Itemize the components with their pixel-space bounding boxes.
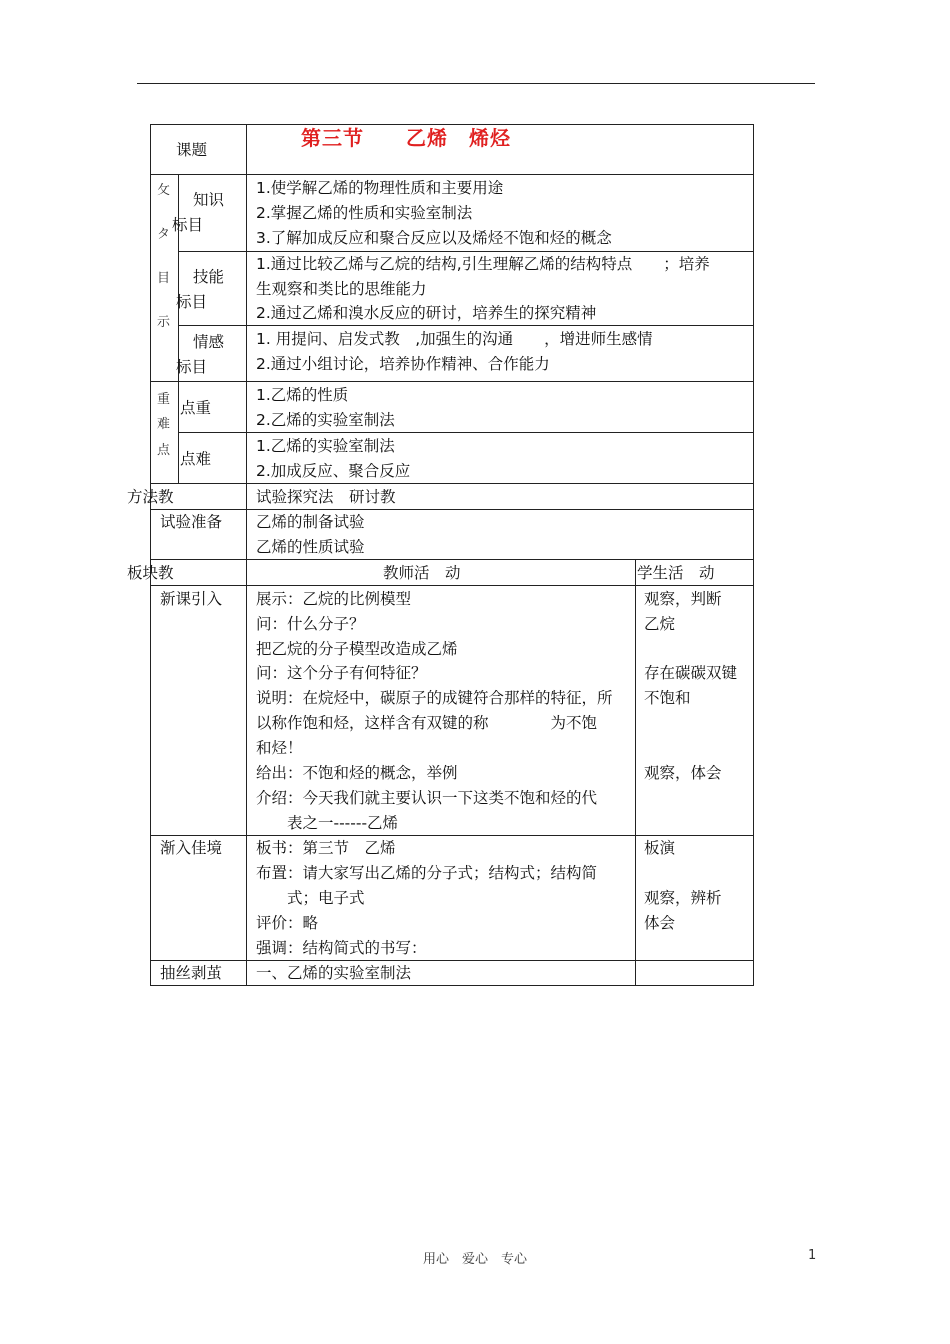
emotion-item: 2.通过小组讨论，培养协作精神、合作能力: [256, 355, 550, 373]
prep-label: 试验准备: [160, 513, 223, 531]
context-student-line: 板演: [644, 839, 676, 857]
header-rule: [137, 83, 815, 84]
intro-student-line: 存在碳碳双键: [644, 664, 738, 682]
context-teacher-line: 式；电子式: [256, 889, 365, 907]
page-number: 1: [808, 1248, 817, 1263]
intro-student-line: 不饱和: [644, 689, 691, 707]
objectives-char-4: 示: [157, 315, 171, 330]
intro-teacher-line: 和烃！: [256, 739, 303, 757]
difficult-item: 1.乙烯的实验室制法: [256, 437, 395, 455]
keypoints-char-2: 难: [157, 417, 171, 432]
intro-teacher-line: 以称作饱和烃，这样含有双键的称 为不饱: [256, 714, 598, 732]
knowledge-item: 1.使学解乙烯的物理性质和主要用途: [256, 179, 504, 197]
emotion-label-2: 标目: [176, 358, 208, 376]
intro-student-line: 乙烷: [644, 615, 676, 633]
objectives-char-3: 目: [157, 271, 171, 286]
footer-motto: 用心 爱心 专心: [422, 1252, 527, 1267]
skill-label-2: 标目: [176, 293, 208, 311]
context-student-line: 体会: [644, 914, 676, 932]
difficult-label: 点难: [180, 450, 212, 468]
keypoints-char-3: 点: [157, 443, 171, 458]
detail-label: 抽丝剥茧: [160, 964, 223, 982]
intro-student-line: 观察，判断: [644, 590, 722, 608]
intro-teacher-line: 展示：乙烷的比例模型: [256, 590, 412, 608]
intro-teacher-line: 表之一------乙烯: [256, 814, 399, 832]
skill-item: 生观察和类比的思维能力: [256, 280, 427, 298]
method-value: 试验探究法 研讨教: [256, 488, 396, 506]
prep-item: 乙烯的性质试验: [256, 538, 365, 556]
context-teacher-line: 板书：第三节 乙烯: [256, 839, 396, 857]
context-teacher-line: 强调：结构简式的书写：: [256, 939, 427, 957]
key-item: 2.乙烯的实验室制法: [256, 411, 395, 429]
page-title: 第三节 乙烯 烯烃: [301, 126, 511, 150]
intro-teacher-line: 介绍：今天我们就主要认识一下这类不饱和烃的代: [256, 789, 598, 807]
intro-teacher-line: 问：什么分子？: [256, 615, 365, 633]
context-label: 渐入佳境: [160, 839, 223, 857]
objectives-char-1: 攵: [157, 183, 171, 198]
knowledge-item: 2.掌握乙烯的性质和实验室制法: [256, 204, 473, 222]
prep-item: 乙烯的制备试验: [256, 513, 365, 531]
detail-teacher-line: 一、乙烯的实验室制法: [256, 964, 412, 982]
context-teacher-line: 布置：请大家写出乙烯的分子式；结构式；结构简: [256, 864, 598, 882]
context-student-line: 观察，辨析: [644, 889, 722, 907]
intro-teacher-line: 问：这个分子有何特征？: [256, 664, 427, 682]
student-header: 学生活 动: [637, 564, 715, 582]
teacher-header: 教师活 动: [383, 564, 461, 582]
intro-teacher-line: 把乙烷的分子模型改造成乙烯: [256, 640, 458, 658]
knowledge-label-2: 标目: [172, 216, 204, 234]
knowledge-item: 3.了解加成反应和聚合反应以及烯烃不饱和烃的概念: [256, 229, 612, 247]
skill-item: 2.通过乙烯和溴水反应的研讨，培养生的探究精神: [256, 304, 597, 322]
intro-label: 新课引入: [160, 590, 223, 608]
difficult-item: 2.加成反应、聚合反应: [256, 462, 411, 480]
skill-item: 1.通过比较乙烯与乙烷的结构,引生理解乙烯的结构特点 ；培养: [256, 255, 710, 273]
method-label: 方法教: [127, 488, 174, 506]
intro-student-line: 观察，体会: [644, 764, 722, 782]
intro-teacher-line: 给出：不饱和烃的概念，举例: [256, 764, 458, 782]
intro-teacher-line: 说明：在烷烃中，碳原子的成键符合那样的特征，所: [256, 689, 613, 707]
emotion-item: 1. 用提问、启发式教 ,加强生的沟通 ，增进师生感情: [256, 330, 653, 348]
knowledge-label-1: 知识: [193, 191, 225, 209]
skill-label-1: 技能: [193, 268, 225, 286]
topic-label: 课题: [176, 141, 208, 159]
emotion-label-1: 情感: [193, 333, 225, 351]
keypoints-char-1: 重: [157, 392, 171, 407]
context-teacher-line: 评价：略: [256, 914, 319, 932]
key-item: 1.乙烯的性质: [256, 386, 349, 404]
process-label: 板块教: [127, 564, 174, 582]
key-label: 点重: [180, 399, 212, 417]
objectives-char-2: タ: [157, 227, 171, 242]
